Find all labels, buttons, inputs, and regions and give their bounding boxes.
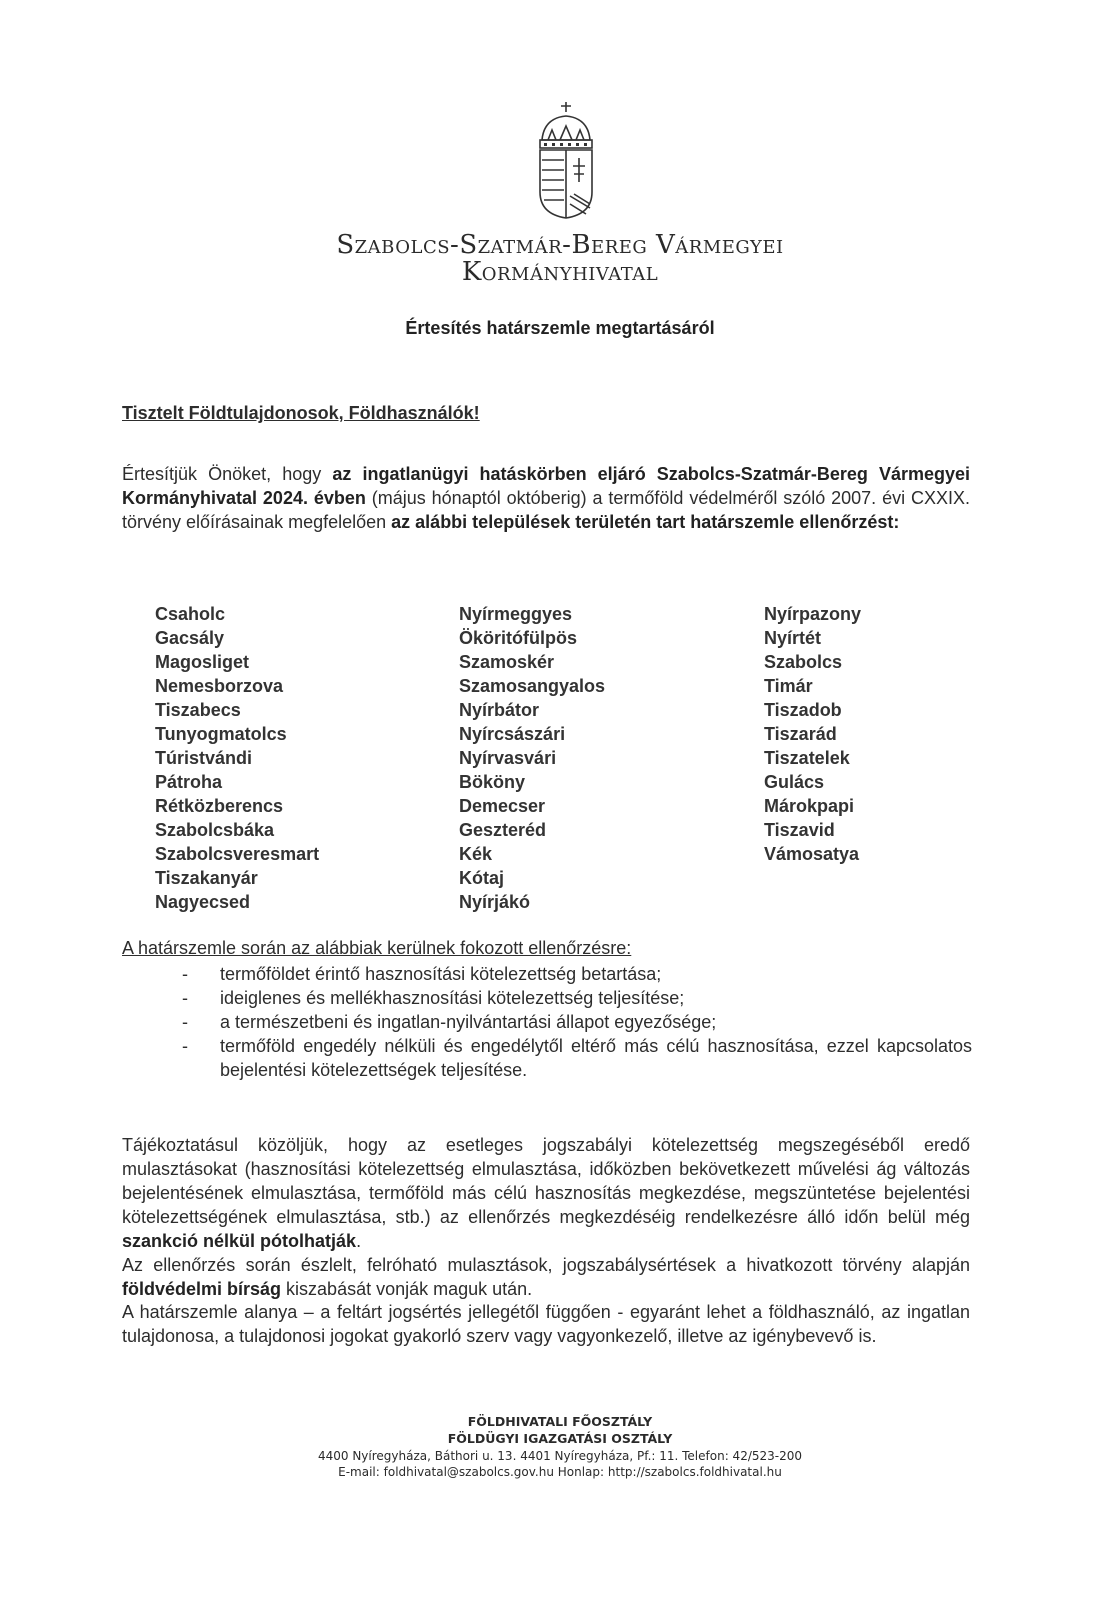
settlement-name: Nemesborzova: [155, 676, 284, 696]
check-item: [182, 1010, 972, 1034]
info-bold-2: földvédelmi bírság: [122, 1279, 282, 1299]
settlement-name: Gulács: [764, 772, 825, 792]
settlement-name: Nyírjákó: [459, 892, 531, 912]
greeting: Tisztelt Földtulajdonosok, Földhasználók!: [122, 403, 480, 423]
check-text: termőföld engedély nélküli és engedélytől eltérő más célú hasznosítása, ezzel kapcsolatos bejelentési kötelezettségek teljesítése.: [220, 1036, 972, 1080]
settlement-name: Csaholc: [155, 604, 226, 624]
settlement-name: Demecser: [459, 796, 546, 816]
check-text: termőföldet érintő hasznosítási kötelezettség betartása;: [220, 964, 662, 984]
organization-name-line1: Szabolcs-Szatmár-Bereg Vármegyei: [336, 230, 784, 260]
footer-department-1: FÖLDHIVATALI FŐOSZTÁLY: [467, 1414, 653, 1429]
settlement-name: Tiszatelek: [764, 748, 850, 768]
settlement-name: Magosliget: [155, 652, 250, 672]
check-item: [182, 1034, 972, 1082]
bullet-dash: -: [182, 988, 188, 1008]
intro-text-1: Értesítjük Önöket, hogy: [122, 464, 333, 484]
settlement-name: Nagyecsed: [155, 892, 251, 912]
info-bold-1: szankció nélkül pótolhatják: [122, 1231, 357, 1251]
intro-paragraph: [122, 462, 970, 534]
settlement-name: Gacsály: [155, 628, 225, 648]
bullet-dash: -: [182, 964, 188, 984]
info-paragraph: [122, 1133, 970, 1301]
settlement-name: Kék: [459, 844, 493, 864]
settlement-name: Tiszadob: [764, 700, 842, 720]
check-item: [182, 962, 972, 986]
bullet-dash: -: [182, 1036, 188, 1056]
settlement-name: Szamoskér: [459, 652, 555, 672]
settlement-name: Nyírvasvári: [459, 748, 557, 768]
settlement-name: Szamosangyalos: [459, 676, 606, 696]
footer-contact: E-mail: foldhivatal@szabolcs.gov.hu Honlap: http://szabolcs.foldhivatal.hu: [338, 1465, 782, 1479]
settlement-name: Tunyogmatolcs: [155, 724, 287, 744]
footer-address: 4400 Nyíregyháza, Báthori u. 13. 4401 Nyíregyháza, Pf.: 11. Telefon: 42/523-200: [317, 1449, 803, 1463]
subject-paragraph: A határszemle alanya – a feltárt jogsértés jellegétől függően - egyaránt lehet a földhasználó, az ingatlan tulajdonosa, a tulajdonosi jogokat gyakorló szerv vagy vagyonkezelő, illetve az igénybevevő is.: [122, 1302, 970, 1346]
coat-of-arms-icon: [534, 100, 598, 222]
settlement-name: Nyírpazony: [764, 604, 862, 624]
settlement-column-3: [764, 602, 861, 866]
settlement-name: Szabolcs: [764, 652, 843, 672]
check-text: a természetbeni és ingatlan-nyilvántartási állapot egyezősége;: [220, 1012, 717, 1032]
settlement-name: Márokpapi: [764, 796, 855, 816]
info-text-2: .: [356, 1231, 362, 1251]
settlement-column-1: [155, 602, 319, 914]
intro-bold-2: az alábbi települések területén tart határszemle ellenőrzést:: [391, 512, 900, 532]
settlement-name: Nyírtét: [764, 628, 822, 648]
check-text: ideiglenes és mellékhasznosítási kötelezettség teljesítése;: [220, 988, 685, 1008]
settlement-name: Rétközberencs: [155, 796, 284, 816]
settlement-name: Nyírcsászári: [459, 724, 566, 744]
intro-bold-1: az ingatlanügyi hatáskörben eljáró Szabolcs-Szatmár-Bereg Vármegyei Kormányhivatal 2024. évben: [122, 464, 970, 508]
settlement-name: Vámosatya: [764, 844, 860, 864]
settlement-name: Nyírmeggyes: [459, 604, 573, 624]
checks-heading: A határszemle során az alábbiak kerülnek fokozott ellenőrzésre:: [122, 938, 632, 958]
settlement-name: Pátroha: [155, 772, 223, 792]
settlement-name: Szabolcsveresmart: [155, 844, 320, 864]
bullet-dash: -: [182, 1012, 188, 1032]
checks-list: [182, 962, 972, 1082]
settlement-name: Tiszakanyár: [155, 868, 258, 888]
settlement-name: Kótaj: [459, 868, 504, 888]
intro-text-2: (május hónaptól októberig) a termőföld védelméről szóló 2007. évi CXXIX. törvény előírásainak megfelelően: [122, 488, 970, 532]
settlement-name: Tiszavid: [764, 820, 835, 840]
info-text-4: kiszabását vonják maguk után.: [281, 1279, 533, 1299]
organization-name-line2: Kormányhivatal: [461, 257, 659, 287]
settlement-name: Tiszarád: [764, 724, 837, 744]
check-item: [182, 986, 972, 1010]
settlement-name: Szabolcsbáka: [155, 820, 275, 840]
footer-department-2: FÖLDÜGYI IGAZGATÁSI OSZTÁLY: [447, 1431, 673, 1446]
settlement-name: Túristvándi: [155, 748, 253, 768]
info-text-1: Tájékoztatásul közöljük, hogy az esetleges jogszabályi kötelezettség megszegéséből eredő mulasztásokat (hasznosítási kötelezettség elmulasztása, időközben bekövetkezett művelési ág változás bejelentésének elmulasztása, termőföld más célú hasznosítás megkezdése, megszüntetése bejelentési kötelezettségének elmulasztása, stb.) az ellenőrzés megkezdéséig rendelkezésre álló időn belül még: [122, 1135, 970, 1227]
settlement-column-2: [459, 602, 605, 914]
settlement-name: Nyírbátor: [459, 700, 540, 720]
settlement-name: Tiszabecs: [155, 700, 241, 720]
info-text-3: Az ellenőrzés során észlelt, felróható mulasztások, jogszabálysértések a hivatkozott törvény alapján: [122, 1255, 970, 1275]
document-title: Értesítés határszemle megtartásáról: [405, 318, 715, 338]
settlement-name: Geszteréd: [459, 820, 547, 840]
settlement-name: Timár: [764, 676, 813, 696]
settlement-name: Ököritófülpös: [459, 628, 577, 648]
settlement-name: Bököny: [459, 772, 526, 792]
